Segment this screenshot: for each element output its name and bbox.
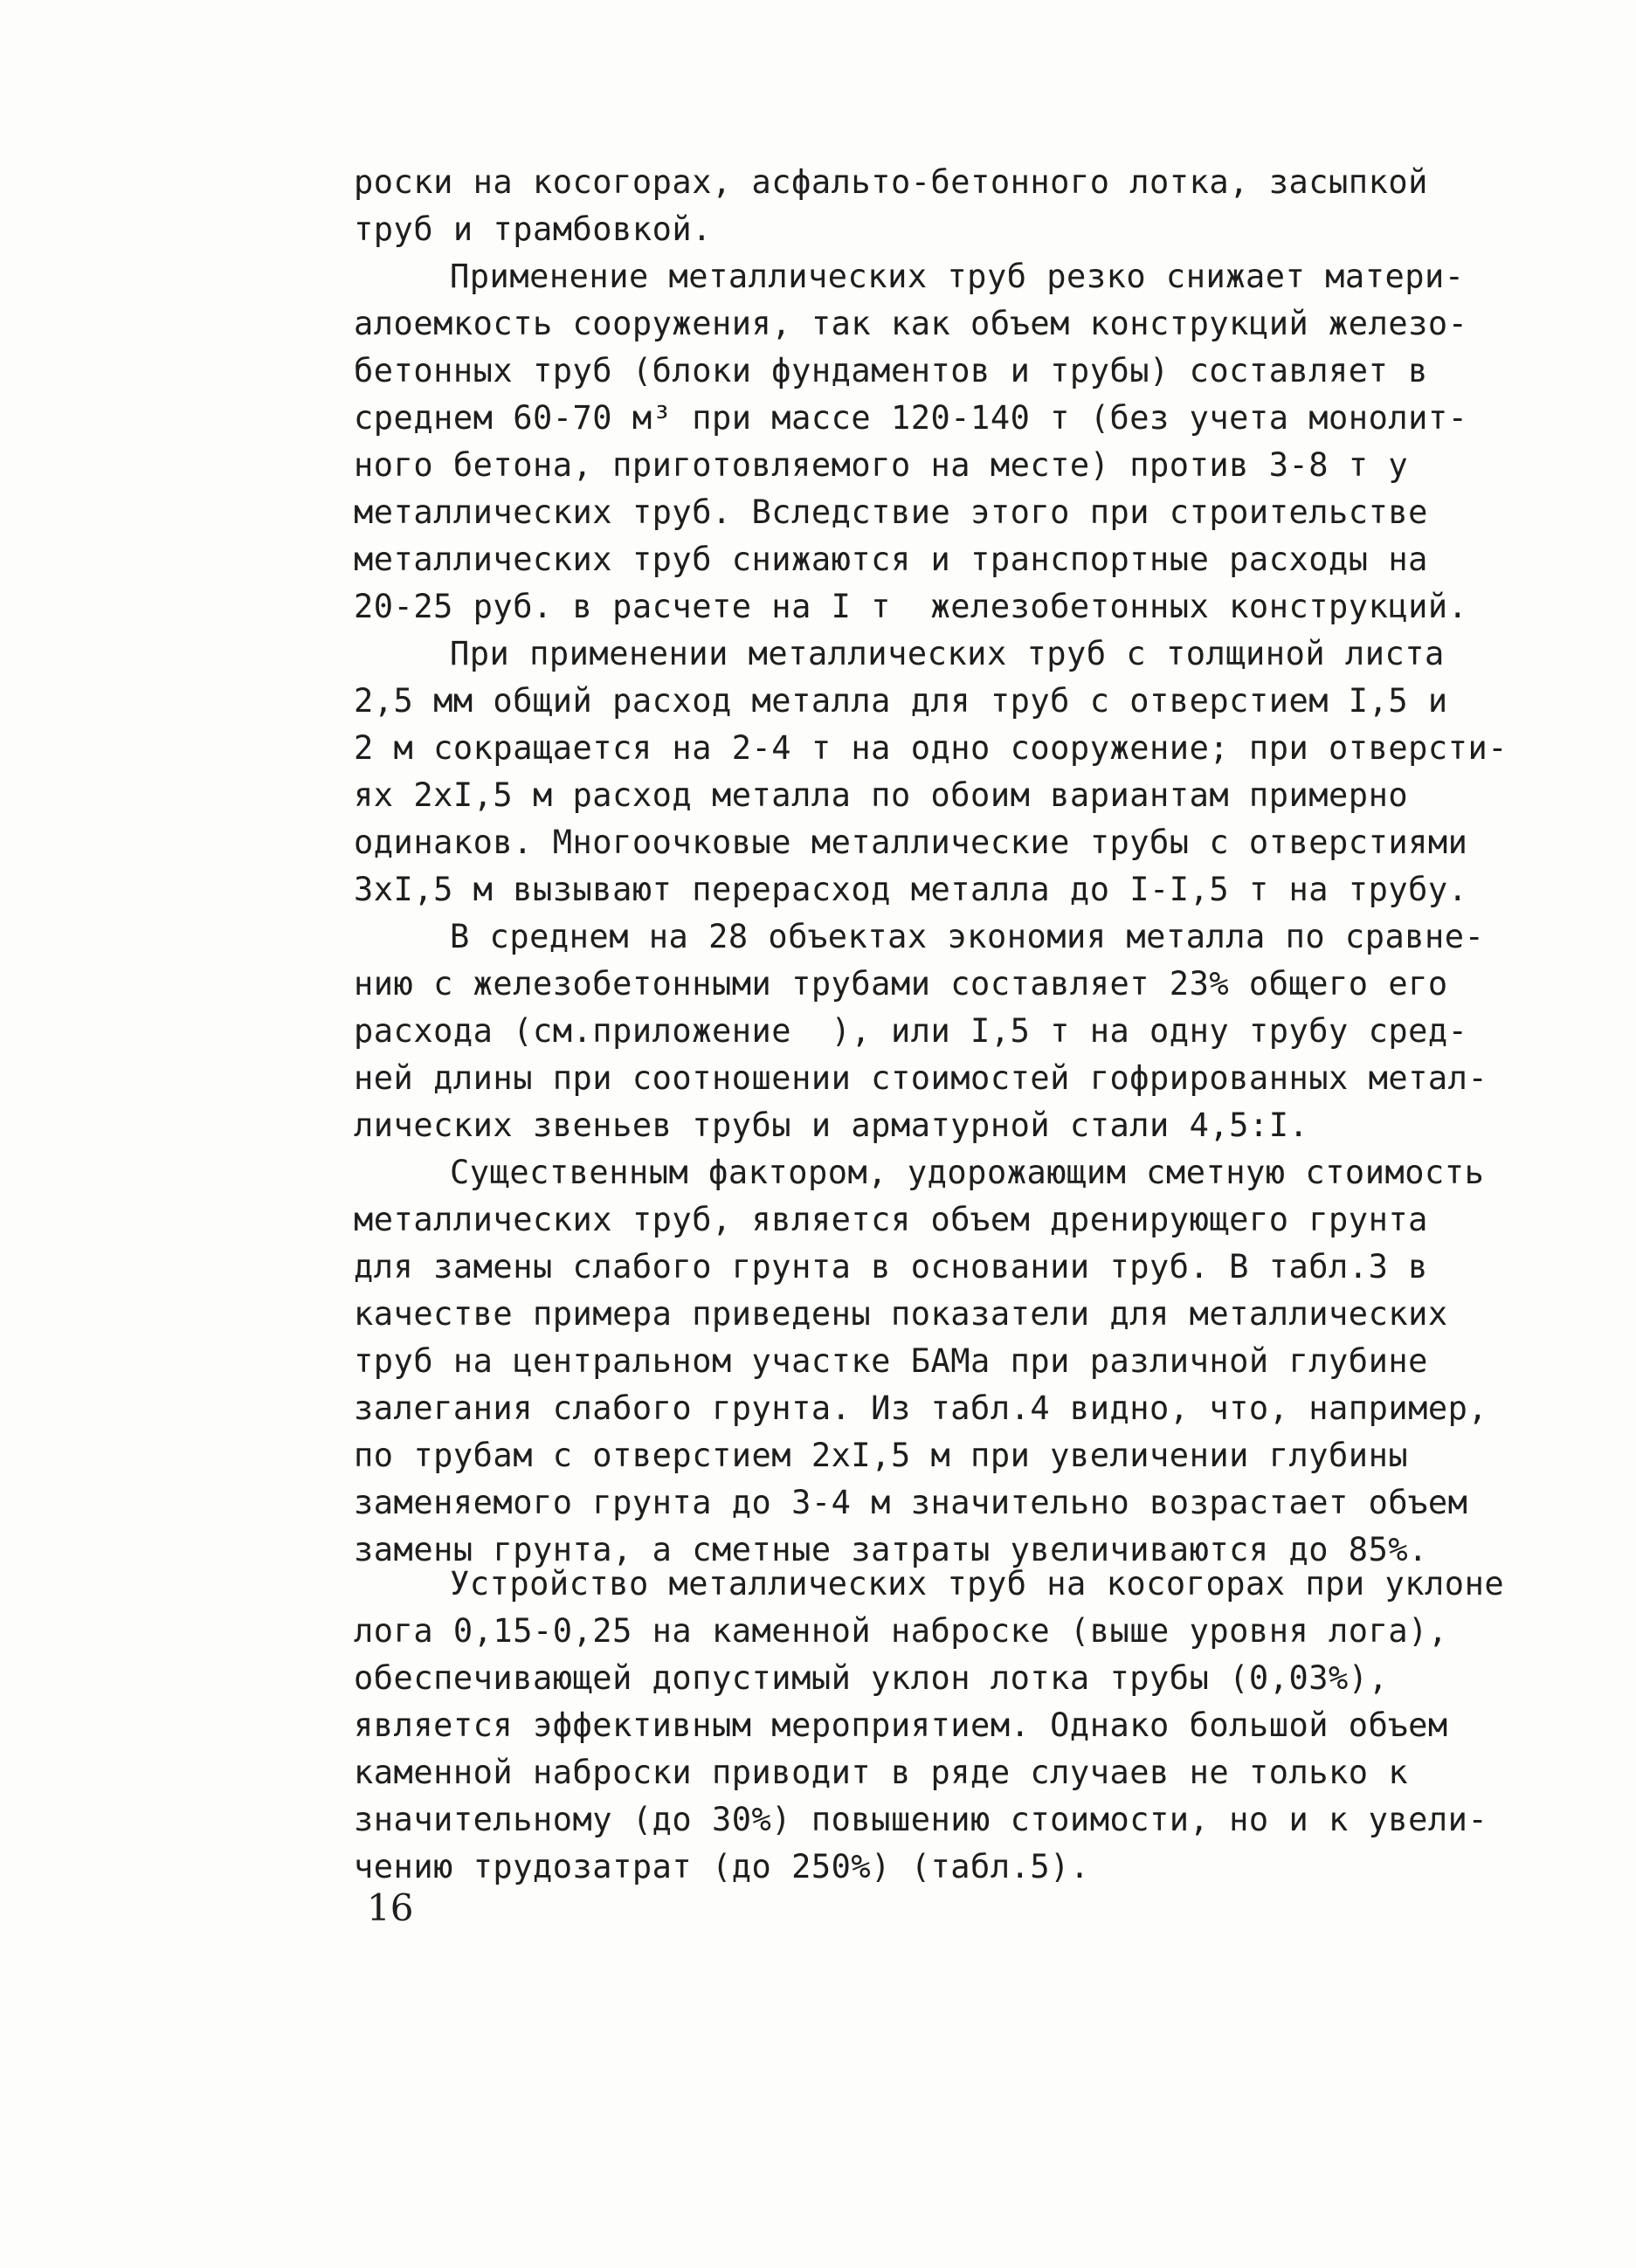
text-line: расхода (см.приложение ), или I,5 т на одну трубу сред- (354, 1012, 1468, 1050)
text-line: по трубам с отверстием 2хI,5 м при увеличении глубины (354, 1437, 1409, 1474)
paragraph-start-line: Применение металлических труб резко снижает матери- (450, 258, 1465, 295)
text-line: бетонных труб (блоки фундаментов и трубы) составляет в (354, 352, 1428, 389)
text-line: замены грунта, а сметные затраты увеличиваются до 85%. (354, 1531, 1428, 1568)
text-line: заменяемого грунта до 3-4 м значительно возрастает объем (354, 1484, 1468, 1521)
text-line: 3хI,5 м вызывают перерасход металла до I-I,5 т на трубу. (354, 871, 1468, 908)
text-line: труб и трамбовкой. (354, 210, 712, 248)
text-line: ней длины при соотношении стоимостей гофрированных метал- (354, 1059, 1488, 1097)
text-line: залегания слабого грунта. Из табл.4 видно, что, например, (354, 1389, 1488, 1427)
text-line: 2 м сокращается на 2-4 т на одно сооружение; при отверсти- (354, 729, 1508, 767)
paragraph-start-line: Устройство металлических труб на косогорах при уклоне (450, 1565, 1505, 1603)
text-line: алоемкость сооружения, так как объем конструкций железо- (354, 305, 1468, 342)
text-line: одинаков. Многоочковые металлические трубы с отверстиями (354, 824, 1468, 861)
text-line: металлических труб снижаются и транспортные расходы на (354, 541, 1428, 578)
text-line: ях 2хI,5 м расход металла по обоим вариантам примерно (354, 776, 1409, 814)
text-line: роски на косогорах, асфальто-бетонного лотка, засыпкой (354, 163, 1428, 201)
text-line: среднем 60-70 м³ при массе 120-140 т (без учета монолит- (354, 399, 1468, 437)
text-line: качестве примера приведены показатели для металлических (354, 1295, 1448, 1333)
text-line: 2,5 мм общий расход металла для труб с отверстием I,5 и (354, 682, 1448, 720)
text-line: 20-25 руб. в расчете на I т железобетонных конструкций. (354, 588, 1468, 625)
text-line: нию с железобетонными трубами составляет 23% общего его (354, 965, 1448, 1003)
text-line: чению трудозатрат (до 250%) (табл.5). (354, 1848, 1090, 1885)
text-line: обеспечивающей допустимый уклон лотка трубы (0,03%), (354, 1659, 1389, 1697)
paragraph-start-line: При применении металлических труб с толщиной листа (450, 635, 1445, 672)
text-line: каменной наброски приводит в ряде случаев не только к (354, 1754, 1409, 1791)
page-number: 16 (367, 1886, 414, 1929)
body-text-block-2 (354, 1561, 1505, 1891)
text-line: лога 0,15-0,25 на каменной наброске (выше уровня лога), (354, 1612, 1448, 1650)
text-line: для замены слабого грунта в основании труб. В табл.3 в (354, 1248, 1428, 1286)
text-line: значительному (до 30%) повышению стоимости, но и к увели- (354, 1801, 1488, 1838)
text-line: ного бетона, приготовляемого на месте) против 3-8 т у (354, 446, 1409, 484)
text-line: труб на центральном участке БАМа при различной глубине (354, 1342, 1428, 1380)
text-line: металлических труб, является объем дренирующего грунта (354, 1201, 1428, 1238)
paragraph-start-line: В среднем на 28 объектах экономия металла по сравне- (450, 918, 1485, 955)
body-text-block-1 (354, 159, 1508, 1574)
paragraph-start-line: Существенным фактором, удорожающим сметную стоимость (450, 1154, 1485, 1191)
text-line: металлических труб. Вследствие этого при строительстве (354, 493, 1428, 531)
text-line: является эффективным мероприятием. Однако большой объем (354, 1706, 1448, 1744)
text-line: лических звеньев трубы и арматурной стали 4,5:I. (354, 1106, 1309, 1144)
